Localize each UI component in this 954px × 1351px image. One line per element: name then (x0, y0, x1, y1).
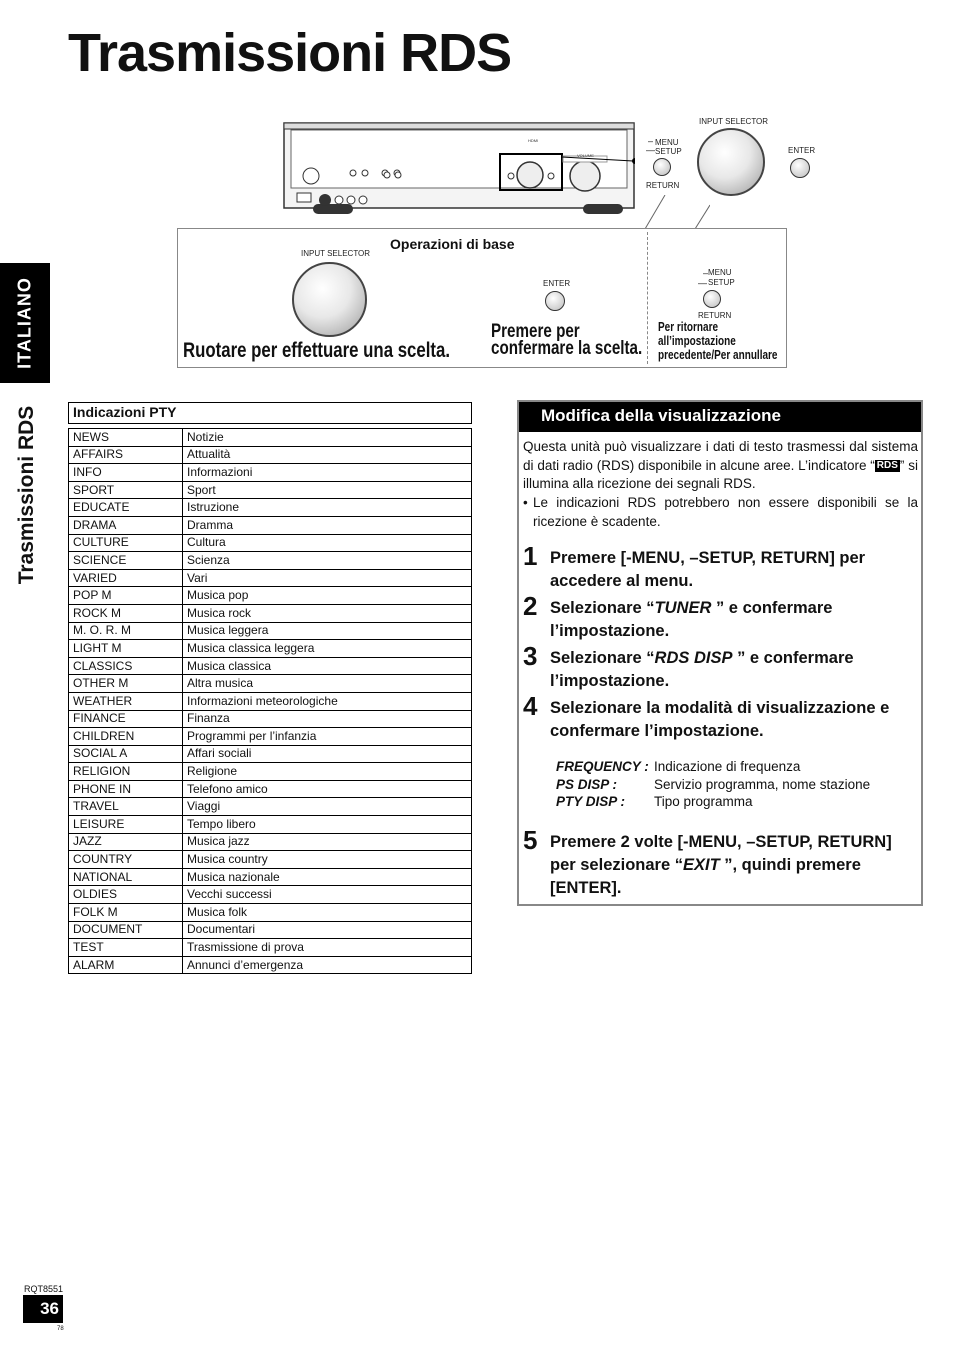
pty-description-cell: Telefono amico (183, 780, 472, 798)
pty-description-cell: Musica nazionale (183, 868, 472, 886)
table-row (69, 921, 472, 939)
pty-description-cell: Programmi per l’infanzia (183, 728, 472, 746)
pty-description-cell: Musica leggera (183, 622, 472, 640)
pty-code-cell: CLASSICS (69, 657, 183, 675)
pty-code-cell: FOLK M (69, 904, 183, 922)
panel-setup-label: SETUP (708, 278, 735, 287)
pty-description-cell: Finanza (183, 710, 472, 728)
pty-description-cell: Informazioni (183, 464, 472, 482)
modifica-intro-text-2: ” si illumina alla ricezione dei segnali RDS. (523, 457, 918, 491)
pty-description-cell: Musica pop (183, 587, 472, 605)
step-4-number: 4 (523, 691, 538, 721)
pty-description-cell: Vari (183, 569, 472, 587)
pty-code-cell: PHONE IN (69, 780, 183, 798)
return-caption-line3: precedente/Per annullare (658, 348, 778, 362)
table-row (69, 622, 472, 640)
mode-frequency-value: Indicazione di frequenza (654, 759, 801, 774)
table-row (69, 516, 472, 534)
table-row (69, 534, 472, 552)
pty-code-cell: NATIONAL (69, 868, 183, 886)
page-number: 36 (40, 1299, 59, 1318)
pty-description-cell: Informazioni meteorologiche (183, 692, 472, 710)
modifica-intro-text-1: Questa unità può visualizzare i dati di testo trasmessi dal sistema di dati radio (RDS) disponibile in alcune aree. L’indicatore “ (523, 439, 918, 473)
table-row (69, 657, 472, 675)
step-5-em: EXIT (682, 856, 720, 874)
mode-pty-disp (556, 793, 906, 811)
table-row (69, 499, 472, 517)
table-row (69, 939, 472, 957)
modifica-intro (523, 438, 918, 494)
pty-code-cell: DRAMA (69, 516, 183, 534)
step-2-pre: Selezionare “ (550, 599, 655, 617)
big-input-selector-label: INPUT SELECTOR (699, 117, 769, 126)
rotate-caption: Ruotare per effettuare una scelta. (183, 339, 451, 362)
mode-ps-disp-value: Servizio programma, nome stazione (654, 776, 871, 792)
panel-menu-label: MENU (708, 268, 732, 277)
step-5-number: 5 (523, 825, 538, 855)
page-sub-number: 78 (57, 1326, 64, 1332)
page-title: Trasmissioni RDS (68, 23, 512, 83)
big-setup-label: SETUP (655, 147, 682, 156)
panel-return-label: RETURN (698, 311, 732, 320)
return-caption-line1: Per ritornare (658, 320, 719, 334)
pty-code-cell: INFO (69, 464, 183, 482)
pty-code-cell: EDUCATE (69, 499, 183, 517)
pty-code-cell: OLDIES (69, 886, 183, 904)
step-3-number: 3 (523, 641, 538, 671)
press-caption-line1: Premere per (491, 321, 580, 342)
table-row (69, 604, 472, 622)
pty-code-cell: CHILDREN (69, 728, 183, 746)
pty-code-cell: TRAVEL (69, 798, 183, 816)
panel-input-selector-knob[interactable] (292, 262, 367, 337)
pty-table (68, 428, 472, 974)
pty-description-cell: Tempo libero (183, 816, 472, 834)
step-4-text: Selezionare la modalità di visualizzazione e confermare l’impostazione. (550, 699, 890, 740)
pty-code-cell: VARIED (69, 569, 183, 587)
step-3-post: ” e confermare l’impostazione. (550, 649, 854, 690)
table-row (69, 446, 472, 464)
pty-description-cell: Sport (183, 481, 472, 499)
pty-code-cell: SOCIAL A (69, 745, 183, 763)
pty-code-cell: TEST (69, 939, 183, 957)
section-tab-label: Trasmissioni RDS (15, 405, 38, 585)
pty-code-cell: M. O. R. M (69, 622, 183, 640)
table-row (69, 851, 472, 869)
pty-description-cell: Musica rock (183, 604, 472, 622)
document-code: RQT8551 (24, 1284, 64, 1294)
note-bullet: • (523, 495, 528, 510)
pty-code-cell: COUNTRY (69, 851, 183, 869)
pty-description-cell: Cultura (183, 534, 472, 552)
step-1-text: Premere [-MENU, –SETUP, RETURN] per accedere al menu. (550, 549, 866, 590)
modifica-title: Modifica della visualizzazione (519, 402, 921, 432)
step-5-pre: Premere 2 volte [-MENU, –SETUP, RETURN] per selezionare “ (550, 833, 892, 874)
table-row (69, 675, 472, 693)
panel-input-selector-label: INPUT SELECTOR (301, 249, 371, 258)
table-row (69, 481, 472, 499)
press-caption-line2: confermare la scelta. (491, 338, 643, 359)
panel-menu-dash: – (703, 268, 709, 278)
step-5-text (550, 831, 920, 900)
pty-code-cell: POP M (69, 587, 183, 605)
table-row (69, 728, 472, 746)
big-input-selector-knob[interactable] (697, 128, 765, 196)
step-5-post: ”, quindi premere [ENTER]. (550, 856, 861, 897)
mode-frequency (556, 758, 906, 776)
table-row (69, 640, 472, 658)
step-2-post: ” e confermare l’impostazione. (550, 599, 833, 640)
mode-pty-disp-key: PTY DISP : (556, 794, 626, 809)
panel-enter-label: ENTER (543, 279, 571, 288)
step-2-text (550, 597, 920, 643)
pty-description-cell: Religione (183, 763, 472, 781)
language-tab-label: ITALIANO (14, 277, 35, 369)
pty-description-cell: Notizie (183, 429, 472, 447)
table-row (69, 464, 472, 482)
device-volume-label: VOLUME (577, 153, 594, 158)
big-enter-label: ENTER (788, 146, 816, 155)
panel-setup-dash: — (698, 278, 707, 288)
pty-code-cell: DOCUMENT (69, 921, 183, 939)
modifica-note (523, 494, 918, 531)
step-3-pre: Selezionare “ (550, 649, 655, 667)
pty-description-cell: Musica classica leggera (183, 640, 472, 658)
panel-enter-button[interactable] (545, 291, 565, 311)
step-3-em: RDS DISP (654, 649, 733, 667)
pty-description-cell: Musica country (183, 851, 472, 869)
table-row (69, 886, 472, 904)
pty-code-cell: ROCK M (69, 604, 183, 622)
table-row (69, 745, 472, 763)
pty-code-cell: NEWS (69, 429, 183, 447)
receiver-body-drawing (283, 118, 635, 216)
pty-description-cell: Musica folk (183, 904, 472, 922)
table-row (69, 763, 472, 781)
mode-frequency-key: FREQUENCY : (556, 759, 649, 774)
pty-code-cell: AFFAIRS (69, 446, 183, 464)
table-row (69, 710, 472, 728)
return-caption-line2: all’impostazione (658, 334, 736, 348)
pty-code-cell: OTHER M (69, 675, 183, 693)
step-2-em: TUNER (654, 599, 712, 617)
table-row (69, 780, 472, 798)
pty-code-cell: JAZZ (69, 833, 183, 851)
big-menu-setup-button[interactable] (653, 158, 671, 176)
table-row (69, 868, 472, 886)
pty-code-cell: SCIENCE (69, 552, 183, 570)
pty-description-cell: Dramma (183, 516, 472, 534)
base-operations-title: Operazioni di base (390, 236, 515, 252)
pty-code-cell: ALARM (69, 956, 183, 974)
step-3-text (550, 647, 920, 693)
pty-description-cell: Musica jazz (183, 833, 472, 851)
table-row (69, 816, 472, 834)
pty-description-cell: Documentari (183, 921, 472, 939)
mode-ps-disp (556, 776, 906, 794)
pty-description-cell: Annunci d’emergenza (183, 956, 472, 974)
language-tab-label-wrap (0, 263, 50, 383)
mode-ps-disp-key: PS DISP : (556, 776, 618, 792)
table-row (69, 569, 472, 587)
panel-menu-setup-button[interactable] (703, 290, 721, 308)
rds-indicator-icon: RDS (876, 459, 898, 471)
table-row (69, 429, 472, 447)
table-row (69, 587, 472, 605)
big-menu-label: MENU (655, 138, 679, 147)
pty-code-cell: WEATHER (69, 692, 183, 710)
pty-description-cell: Trasmissione di prova (183, 939, 472, 957)
step-1-number: 1 (523, 541, 538, 571)
pty-description-cell: Musica classica (183, 657, 472, 675)
pty-description-cell: Affari sociali (183, 745, 472, 763)
table-row (69, 552, 472, 570)
table-row (69, 956, 472, 974)
table-row (69, 904, 472, 922)
pty-description-cell: Scienza (183, 552, 472, 570)
big-return-label: RETURN (646, 181, 680, 190)
receiver-illustration (283, 118, 635, 216)
device-hdmi-label: HDMI (528, 138, 539, 143)
big-setup-dash: — (646, 145, 655, 155)
mode-list (556, 758, 906, 811)
step-2-number: 2 (523, 591, 538, 621)
pty-code-cell: FINANCE (69, 710, 183, 728)
big-menu-dash: – (648, 136, 654, 146)
pty-description-cell: Vecchi successi (183, 886, 472, 904)
pty-description-cell: Istruzione (183, 499, 472, 517)
section-tab (0, 395, 50, 595)
pty-code-cell: LIGHT M (69, 640, 183, 658)
mode-pty-disp-value: Tipo programma (654, 794, 753, 809)
pty-description-cell: Viaggi (183, 798, 472, 816)
modifica-note-text: Le indicazioni RDS potrebbero non essere disponibili se la ricezione è scadente. (533, 495, 918, 529)
pty-code-cell: RELIGION (69, 763, 183, 781)
panel-divider (647, 232, 648, 364)
pty-description-cell: Attualità (183, 446, 472, 464)
pty-table-header: Indicazioni PTY (68, 402, 472, 424)
table-row (69, 798, 472, 816)
pty-code-cell: CULTURE (69, 534, 183, 552)
table-row (69, 692, 472, 710)
pty-code-cell: LEISURE (69, 816, 183, 834)
table-row (69, 833, 472, 851)
big-enter-button[interactable] (790, 158, 810, 178)
pty-description-cell: Altra musica (183, 675, 472, 693)
pty-code-cell: SPORT (69, 481, 183, 499)
